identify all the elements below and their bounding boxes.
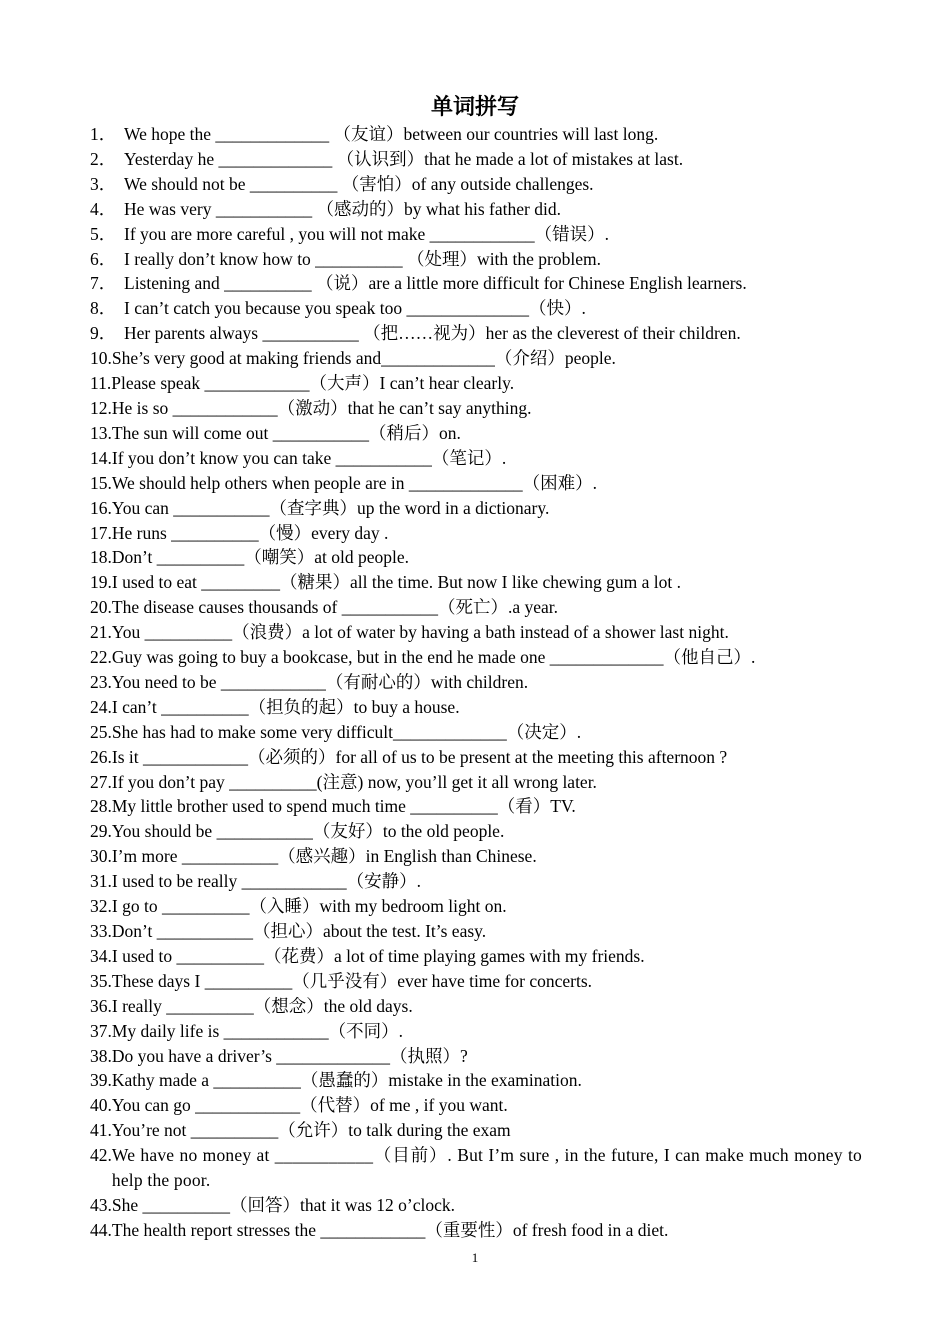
exercise-item — [90, 172, 862, 197]
exercise-item — [90, 147, 862, 172]
item-number: 10. — [90, 348, 112, 369]
item-sentence: My little brother used to spend much time __________（看）TV. — [111, 796, 576, 817]
item-sentence: You need to be ____________（有耐心的）with children. — [111, 671, 529, 692]
exercise-item — [90, 346, 862, 371]
exercise-item — [90, 197, 862, 222]
item-sentence: You __________（浪费）a lot of water by having a bath instead of a shower last night. — [111, 622, 729, 643]
item-sentence: We should help others when people are in _____________（困难）. — [111, 472, 597, 493]
item-number: 3． — [90, 173, 117, 194]
exercise-item — [90, 720, 862, 745]
item-number: 15. — [90, 472, 112, 493]
item-number: 28. — [90, 796, 112, 817]
item-number: 20. — [90, 597, 112, 618]
exercise-item — [90, 994, 862, 1019]
exercise-item — [90, 222, 862, 247]
exercise-item — [90, 944, 862, 969]
item-sentence: Is it ____________（必须的）for all of us to be present at the meeting this afternoon ? — [111, 746, 728, 767]
item-sentence: We hope the _____________ （友谊）between our countries will last long. — [124, 124, 659, 144]
item-number: 32. — [90, 896, 112, 917]
exercise-item — [90, 247, 862, 272]
item-number: 1． — [90, 124, 117, 144]
item-sentence: The sun will come out ___________（稍后）on. — [111, 422, 461, 443]
item-sentence: You can ___________（查字典）up the word in a dictionary. — [111, 497, 550, 518]
exercise-item — [90, 122, 862, 147]
item-number: 13. — [90, 422, 112, 443]
item-number: 17. — [90, 522, 112, 543]
item-sentence: She’s very good at making friends and_____________（介绍）people. — [111, 348, 616, 369]
item-number: 39. — [90, 1070, 112, 1091]
exercise-item — [90, 695, 862, 720]
item-sentence: Her parents always ___________ （把……视为）her as the cleverest of their children. — [124, 323, 741, 344]
exercise-item — [90, 396, 862, 421]
item-sentence: I used to __________（花费）a lot of time playing games with my friends. — [111, 945, 645, 966]
item-sentence: You can go ____________（代替）of me , if you want. — [111, 1095, 508, 1116]
item-number: 18. — [90, 547, 112, 568]
exercise-item — [90, 620, 862, 645]
item-number: 37. — [90, 1020, 112, 1041]
item-sentence: He was very ___________ （感动的）by what his father did. — [124, 198, 561, 219]
item-sentence: Kathy made a __________（愚蠢的）mistake in the examination. — [111, 1070, 582, 1091]
exercise-item — [90, 670, 862, 695]
item-number: 36. — [90, 995, 112, 1016]
item-number: 5． — [90, 223, 117, 244]
exercise-item — [90, 321, 862, 346]
item-sentence: The health report stresses the ____________（重要性）of fresh food in a diet. — [111, 1219, 669, 1240]
item-sentence: Don’t ___________（担心）about the test. It’s easy. — [111, 921, 487, 941]
item-sentence: You should be ___________（友好）to the old people. — [111, 821, 505, 842]
item-sentence: My daily life is ____________（不同）. — [111, 1020, 404, 1041]
exercise-item — [90, 969, 862, 994]
exercise-item — [90, 446, 862, 471]
item-number: 29. — [90, 821, 112, 842]
item-number: 38. — [90, 1045, 112, 1066]
exercise-item — [90, 1218, 862, 1243]
item-number: 8． — [90, 298, 117, 319]
item-sentence: He is so ____________（激动）that he can’t say anything. — [111, 397, 532, 418]
exercise-item — [90, 421, 862, 446]
item-number: 7． — [90, 273, 117, 294]
exercise-item — [90, 844, 862, 869]
item-sentence: If you are more careful , you will not make ____________（错误）. — [124, 223, 610, 244]
item-sentence: Guy was going to buy a bookcase, but in the end he made one _____________（他自己）. — [111, 647, 756, 668]
exercise-item — [90, 894, 862, 919]
item-number: 14. — [90, 447, 112, 468]
exercise-item — [90, 496, 862, 521]
item-number: 6． — [90, 248, 117, 269]
exercise-item — [90, 595, 862, 620]
exercise-item — [90, 794, 862, 819]
page-title: 单词拼写 — [430, 95, 519, 120]
item-sentence: I really __________（想念）the old days. — [111, 995, 413, 1016]
item-number: 2． — [90, 148, 117, 169]
exercise-item — [90, 271, 862, 296]
item-number: 25. — [90, 721, 112, 742]
item-number: 41. — [90, 1120, 112, 1141]
item-number: 30. — [90, 846, 112, 867]
exercise-item — [90, 471, 862, 496]
item-number: 35. — [90, 970, 112, 991]
exercise-item — [90, 521, 862, 546]
item-number: 21. — [90, 622, 112, 643]
exercise-item — [90, 1093, 862, 1118]
item-number: 11. — [90, 373, 112, 394]
item-sentence: Listening and __________ （说）are a little more difficult for Chinese English learners. — [124, 273, 747, 294]
item-number: 12. — [90, 397, 112, 418]
item-number: 4． — [90, 198, 117, 219]
item-sentence: If you don’t know you can take ___________（笔记）. — [111, 447, 507, 468]
item-sentence: The disease causes thousands of ___________（死亡）.a year. — [111, 597, 559, 618]
item-sentence: I’m more ___________（感兴趣）in English than Chinese. — [111, 846, 537, 867]
exercise-item — [90, 770, 862, 795]
exercise-item — [90, 296, 862, 321]
item-sentence: These days I __________（几乎没有）ever have time for concerts. — [111, 970, 593, 991]
exercise-item — [90, 545, 862, 570]
item-number: 9． — [90, 323, 117, 344]
exercise-item — [90, 645, 862, 670]
page-number: 1 — [471, 1250, 479, 1265]
item-sentence: You’re not __________（允许）to talk during the exam — [111, 1120, 511, 1141]
item-sentence: We should not be __________ （害怕）of any outside challenges. — [124, 173, 594, 194]
exercise-item — [90, 1118, 862, 1143]
item-number: 23. — [90, 671, 112, 692]
item-sentence: He runs __________（慢）every day . — [111, 522, 389, 543]
item-number: 34. — [90, 945, 112, 966]
item-sentence: I can’t catch you because you speak too ______________（快）. — [124, 298, 586, 319]
item-sentence: She has had to make some very difficult_____________（决定）. — [111, 721, 582, 742]
item-sentence: Yesterday he _____________ （认识到）that he made a lot of mistakes at last. — [124, 148, 684, 169]
exercise-item — [90, 1068, 862, 1093]
exercise-item — [90, 570, 862, 595]
item-sentence: We have no money at ___________（目前）. But I’m sure , in the future, I can make much money to help the poor. — [111, 1145, 862, 1191]
item-sentence: I go to __________（入睡）with my bedroom light on. — [111, 896, 507, 917]
item-sentence: Please speak ____________（大声）I can’t hear clearly. — [111, 373, 515, 394]
item-sentence: I can’t __________（担负的起）to buy a house. — [111, 696, 460, 717]
item-number: 22. — [90, 647, 112, 668]
item-number: 27. — [90, 771, 112, 792]
exercise-item — [90, 919, 862, 944]
exercise-item — [90, 869, 862, 894]
item-number: 43. — [90, 1194, 112, 1215]
item-sentence: She __________（回答）that it was 12 o’clock. — [111, 1194, 456, 1215]
item-number: 40. — [90, 1095, 112, 1116]
item-number: 19. — [90, 572, 112, 593]
item-number: 26. — [90, 746, 112, 767]
item-number: 31. — [90, 871, 112, 892]
exercise-item — [90, 819, 862, 844]
item-number: 44. — [90, 1219, 112, 1240]
exercise-item — [90, 1044, 862, 1069]
exercise-item — [90, 1143, 862, 1193]
item-sentence: Do you have a driver’s _____________（执照）? — [111, 1045, 468, 1066]
item-sentence: I used to eat _________（糖果）all the time. But now I like chewing gum a lot . — [111, 572, 682, 593]
item-sentence: I used to be really ____________（安静）. — [111, 871, 421, 892]
exercise-list — [90, 122, 862, 1243]
item-number: 24. — [90, 696, 112, 717]
item-number: 42. — [90, 1145, 112, 1166]
exercise-item — [90, 1193, 862, 1218]
item-number: 16. — [90, 497, 112, 518]
item-sentence: I really don’t know how to __________ （处理）with the problem. — [124, 248, 601, 269]
item-sentence: Don’t __________（嘲笑）at old people. — [111, 547, 410, 568]
exercise-item — [90, 371, 862, 396]
exercise-item — [90, 1019, 862, 1044]
exercise-item — [90, 745, 862, 770]
item-sentence: If you don’t pay __________(注意) now, you’ll get it all wrong later. — [111, 771, 597, 792]
item-number: 33. — [90, 921, 112, 941]
